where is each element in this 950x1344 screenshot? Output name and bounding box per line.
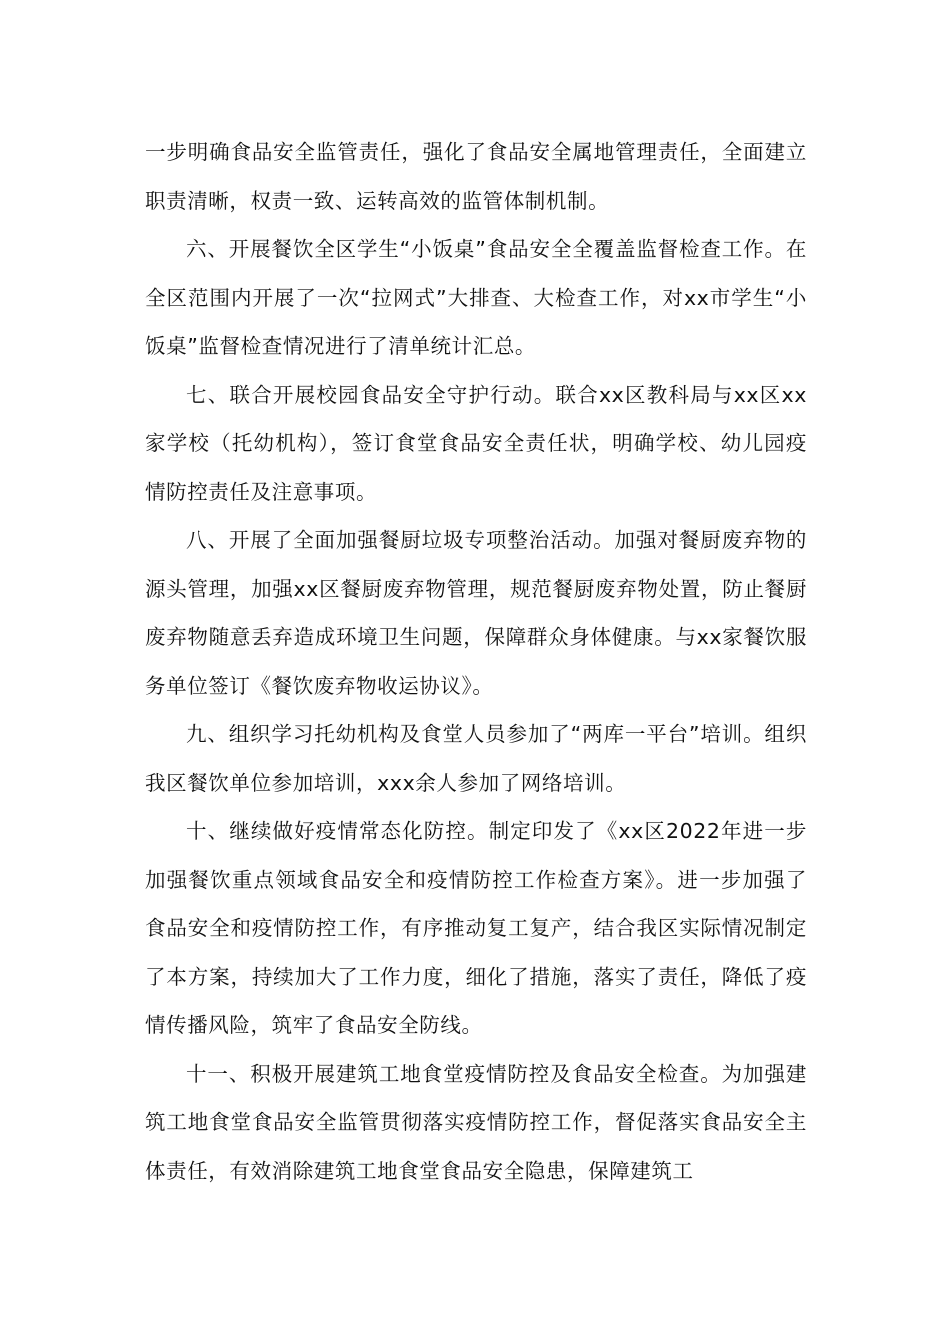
paragraph-item-8: 八、开展了全面加强餐厨垃圾专项整治活动。加强对餐厨废弃物的源头管理，加强xx区餐厨废弃物管理，规范餐厨废弃物处置，防止餐厨废弃物随意丢弃造成环境卫生问题，保障群众身体健康。与xx家餐饮服务单位签订《餐饮废弃物收运协议》。 (145, 528, 807, 698)
paragraph-item-6: 六、开展餐饮全区学生“小饭桌”食品安全全覆盖监督检查工作。在全区范围内开展了一次“拉网式”大排查、大检查工作，对xx市学生“小饭桌”监督检查情况进行了清单统计汇总。 (145, 237, 807, 358)
paragraph-item-10: 十、继续做好疫情常态化防控。制定印发了《xx区2022年进一步加强餐饮重点领域食品安全和疫情防控工作检查方案》。进一步加强了食品安全和疫情防控工作，有序推动复工复产，结合我区实际情况制定了本方案，持续加大了工作力度，细化了措施，落实了责任，降低了疫情传播风险，筑牢了食品安全防线。 (145, 819, 807, 1037)
paragraph-item-7: 七、联合开展校园食品安全守护行动。联合xx区教科局与xx区xx家学校（托幼机构），签订食堂食品安全责任状，明确学校、幼儿园疫情防控责任及注意事项。 (145, 382, 807, 504)
paragraph-item-11: 十一、积极开展建筑工地食堂疫情防控及食品安全检查。为加强建筑工地食堂食品安全监管贯彻落实疫情防控工作，督促落实食品安全主体责任，有效消除建筑工地食堂食品安全隐患，保障建筑工 (145, 1061, 807, 1183)
document-body (145, 128, 807, 1195)
paragraph-continuation: 一步明确食品安全监管责任，强化了食品安全属地管理责任，全面建立职责清晰，权责一致、运转高效的监管体制机制。 (145, 140, 807, 213)
paragraph-item-9: 九、组织学习托幼机构及食堂人员参加了“两库一平台”培训。组织我区餐饮单位参加培训，xxx余人参加了网络培训。 (145, 722, 807, 795)
